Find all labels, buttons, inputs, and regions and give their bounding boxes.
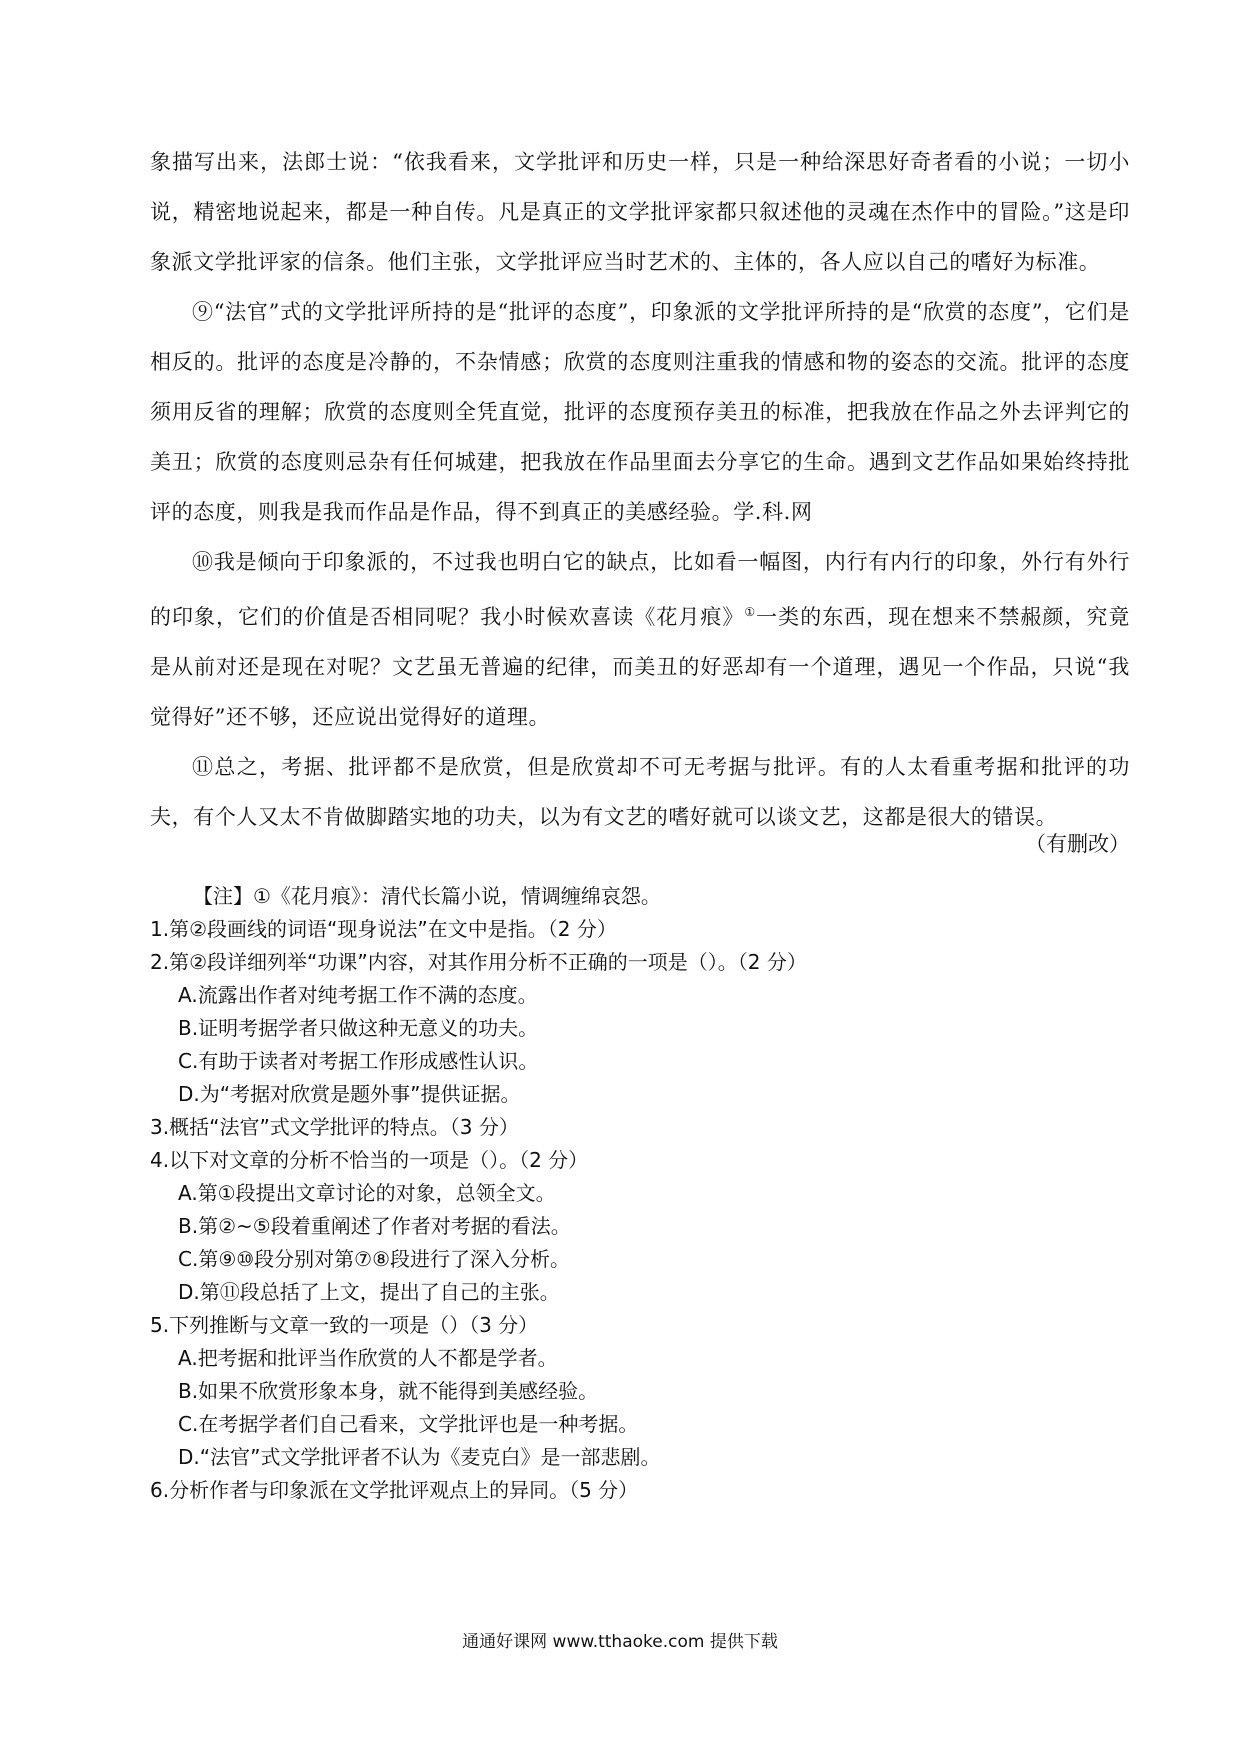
question-5-option-b: B.如果不欣赏形象本身，就不能得到美感经验。 [178, 1379, 599, 1403]
question-2-option-b: B.证明考据学者只做这种无意义的功夫。 [178, 1016, 539, 1040]
footnote-marker: ① [744, 605, 757, 619]
question-4: 4.以下对文章的分析不恰当的一项是（）。（2 分） [150, 1148, 589, 1172]
question-4-option-b: B.第②~⑤段着重阐述了作者对考据的看法。 [178, 1214, 571, 1238]
source-note: （有删改） [1025, 832, 1130, 856]
paragraph-11: ⑪总之，考据、批评都不是欣赏，但是欣赏却不可无考据与批评。有的人太看重考据和批评的功夫，有个人又太不肯做脚踏实地的功夫，以为有文艺的嗜好就可以谈文艺，这都是很大的错误。 [150, 755, 1130, 829]
question-3: 3.概括“法官”式文学批评的特点。（3 分） [150, 1115, 519, 1139]
paragraph-10-part-b: 一类的东西，现在想来不禁赧颜，究竟是从前对还是现在对呢？文艺虽无普遍的纪律，而美丑的好恶却有一个道理，遇见一个作品，只说“我觉得好”还不够，还应说出觉得好的道理。 [150, 605, 1131, 729]
paragraph-10-part-a: ⑩我是倾向于印象派的，不过我也明白它的缺点，比如看一幅图，内行有内行的印象，外行有外行的印象，它们的价值是否相同呢？我小时候欢喜读《花月痕》 [150, 550, 1130, 629]
question-5-option-a: A.把考据和批评当作欣赏的人不都是学者。 [178, 1346, 558, 1370]
question-4-option-c: C.第⑨⑩段分别对第⑦⑧段进行了深入分析。 [178, 1247, 571, 1271]
question-4-option-a: A.第①段提出文章讨论的对象，总领全文。 [178, 1181, 556, 1205]
question-5-option-c: C.在考据学者们自己看来，文学批评也是一种考据。 [178, 1412, 639, 1436]
question-2-option-a: A.流露出作者对纯考据工作不满的态度。 [178, 983, 538, 1007]
question-5: 5.下列推断与文章一致的一项是（）（3 分） [150, 1313, 539, 1337]
footnote: 【注】①《花月痕》：清代长篇小说，情调缠绵哀怨。 [193, 884, 661, 908]
question-6: 6.分析作者与印象派在文学批评观点上的异同。（5 分） [150, 1478, 639, 1502]
questions-section [150, 880, 1130, 1507]
question-4-option-d: D.第⑪段总括了上文，提出了自己的主张。 [178, 1280, 560, 1304]
paragraph-10 [150, 537, 1130, 742]
question-5-option-d: D.“法官”式文学批评者不认为《麦克白》是一部悲剧。 [178, 1445, 661, 1469]
paragraph-9: ⑨“法官”式的文学批评所持的是“批评的态度”，印象派的文学批评所持的是“欣赏的态度”，它们是相反的。批评的态度是冷静的，不杂情感；欣赏的态度则注重我的情感和物的姿态的交流。批评的态度须用反省的理解；欣赏的态度则全凭直觉，批评的态度预存美丑的标准，把我放在作品之外去评判它的美丑；欣赏的态度则忌杂有任何城建，把我放在作品里面去分享它的生命。遇到文艺作品如果始终持批评的态度，则我是我而作品是作品，得不到真正的美感经验。学.科.网 [150, 300, 1130, 524]
footer-source: 通通好课网 www.tthaoke.com 提供下载 [462, 1632, 778, 1652]
reading-passage [150, 137, 1130, 842]
question-1: 1.第②段画线的词语“现身说法”在文中是指。（2 分） [150, 917, 617, 941]
question-2: 2.第②段详细列举“功课”内容，对其作用分析不正确的一项是（）。（2 分） [150, 950, 807, 974]
question-2-option-c: C.有助于读者对考据工作形成感性认识。 [178, 1049, 539, 1073]
question-2-option-d: D.为“考据对欣赏是题外事”提供证据。 [178, 1082, 521, 1106]
paragraph-8-tail: 象描写出来，法郎士说：“依我看来，文学批评和历史一样，只是一种给深思好奇者看的小说；一切小说，精密地说起来，都是一种自传。凡是真正的文学批评家都只叙述他的灵魂在杰作中的冒险。”这是印象派文学批评家的信条。他们主张，文学批评应当时艺术的、主体的，各人应以自己的嗜好为标准。 [150, 150, 1130, 274]
